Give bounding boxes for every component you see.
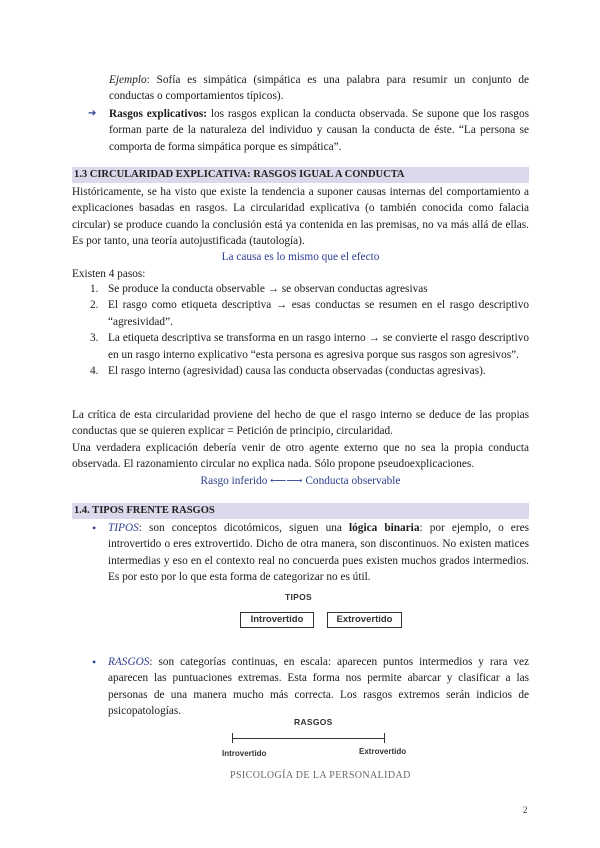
section-heading-1-4: 1.4. TIPOS FRENTE RASGOS [72,503,529,519]
page-number: 2 [523,805,528,815]
tipos-item [72,520,529,586]
continuum-scale-line [232,738,384,739]
step-number: 4. [90,365,99,378]
scale-right-label: Extrovertido [359,747,407,756]
steps-list [72,281,529,379]
bullet-icon: • [92,521,97,535]
tipos-bold: lógica binaria [349,522,420,534]
introvertido-box: Introvertido [240,612,314,628]
scale-right-tick [384,733,385,743]
rasgo-conducta-formula: Rasgo inferido ⟵⟶ Conducta observable [200,475,401,487]
causa-efecto-highlight: La causa es lo mismo que el efecto [221,251,380,263]
scale-left-tick [232,733,233,743]
example-text: : Sofía es simpática (simpática es una palabra para resumir un conjunto de conductas o comportamientos típicos). [109,74,529,103]
step-number: 3. [90,332,99,345]
step-number: 2. [90,299,99,312]
step-number: 1. [90,283,99,295]
example-label: Ejemplo [109,74,147,86]
rasgos-explicativos-term: Rasgos explicativos: [109,108,207,120]
rasgos-term: RASGOS [108,656,150,668]
section-heading-1-3: 1.3 CIRCULARIDAD EXPLICATIVA: RASGOS IGUAL A CONDUCTA [72,167,529,183]
tipos-text-a: : son conceptos dicotómicos, siguen una [138,522,350,534]
steps-intro: Existen 4 pasos: [72,268,146,280]
rasgos-item [72,654,529,720]
example-paragraph [109,72,529,105]
step-text: Se produce la conducta observable → se observan conductas agresivas [108,283,428,295]
rasgos-figure-title: RASGOS [294,717,333,727]
rasgos-text: : son categorías continuas, en escala: aparecen puntos intermedios y rara vez aparecen las puntuaciones extremas. Esta forma nos permite abarcar y clasificar a las personas de una manera mucho más correcta. Los rasgos extremos serán indicios de psicopatologías. [108,656,529,718]
bullet-icon: • [92,655,97,669]
critique-paragraph-1: La crítica de esta circularidad proviene del hecho de que el rasgo interno se deduce de las propias conductas que se quieren explicar = Petición de principio, circularidad. [72,409,529,438]
extrovertido-box: Extrovertido [327,612,402,628]
step-item [72,281,529,297]
tipos-term: TIPOS [108,522,139,534]
step-text: El rasgo interno (agresividad) causa las conducta observadas (conductas agresivas). [108,365,486,378]
page-footer: PSICOLOGÍA DE LA PERSONALIDAD [230,770,411,781]
arrow-bullet-icon: ➔ [88,108,97,119]
step-text: El rasgo como etiqueta descriptiva → esas conductas se resumen en el rasgo descriptivo “agresividad”. [108,299,529,328]
rasgos-explicativos-text: los rasgos explican la conducta observada. Se supone que los rasgos forman parte de la naturaleza del individuo y causan la conducta de éste. “La persona se comporta de forma simpática porque es simpática”. [109,108,529,153]
tipos-text-b: : por ejemplo, o eres introvertido o eres extrovertido. Dicho de otra manera, son discontinuos. No existen matices intermedias y eso en el contexto real no concuerda pues existen muchos grados intermedios. Es por esto por lo que esta forma de categorizar no es útil. [108,522,529,584]
step-text: La etiqueta descriptiva se transforma en un rasgo interno → se convierte el rasgo descriptivo en un rasgo interno explicativo “esta persona es agresiva porque sus rasgos son agresivos”. [108,332,529,361]
tipos-figure-title: TIPOS [285,592,313,602]
step-item [72,330,529,363]
critique-paragraph-2: Una verdadera explicación debería venir de otro agente externo que no sea la propia conducta observada. El razonamiento circular no explica nada. Sólo propone pseudoexplicaciones. [72,442,529,471]
step-item [72,297,529,330]
scale-left-label: Introvertido [222,749,267,758]
rasgos-explicativos-item [88,106,529,155]
section-1-3-paragraph: Históricamente, se ha visto que existe la tendencia a suponer causas internas del comportamiento a explicaciones basadas en rasgos. La circularidad explicativa (o también conocida como falacia circular) se produce cuando la conclusión está ya contenida en las premisas, no va más allá de ellas. Es por tanto, una teoría autojustificada (tautología). [72,186,529,248]
step-item [72,363,529,379]
